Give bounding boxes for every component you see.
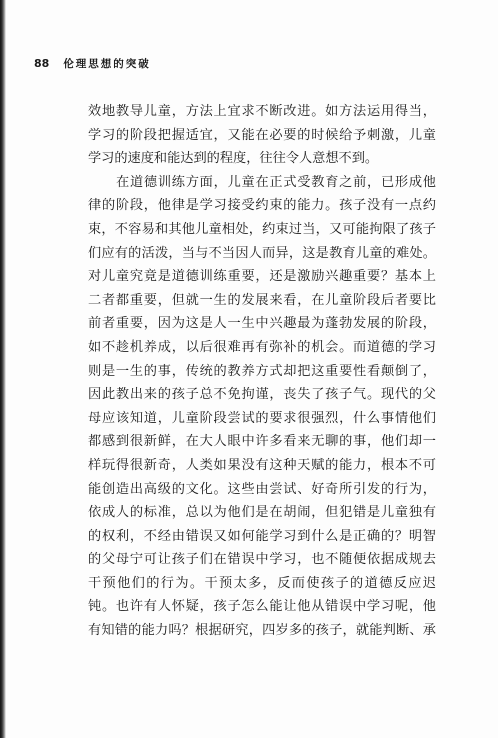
text-line: 则是一生的事，传统的教养方式却把这重要性看颠倒了， [88,363,436,379]
text-line: 前者重要，因为这是人一生中兴趣最为蓬勃发展的阶段， [88,316,436,332]
text-line: 母应该知道，儿童阶段尝试的要求很强烈，什么事情他们 [88,410,436,426]
text-line: 学习的速度和能达到的程度，往往令人意想不到。 [88,151,379,167]
text-line: 都感到很新鲜，在大人眼中许多看来无聊的事，他们却一 [88,434,436,450]
text-line: 们应有的活泼，当与不当因人而异，这是教育儿童的难处。 [88,245,436,261]
text-line: 学习的阶段把握适宜，又能在必要的时候给予刺激，儿童 [88,127,436,143]
paragraph-first-line: 在道德训练方面，儿童在正式受教育之前，已形成他 [116,174,436,190]
text-line: 束，不容易和其他儿童相处，约束过当，又可能拘限了孩子 [88,221,436,237]
text-line: 的权利，不经由错误又如何能学习到什么是正确的？明智 [88,528,436,544]
text-line: 有知错的能力吗？根据研究，四岁多的孩子，就能判断、承 [88,623,436,639]
text-line: 二者都重要，但就一生的发展来看，在儿童阶段后者要比 [88,292,436,308]
page-number: 88 [34,56,50,70]
body-text [88,100,436,643]
text-line: 干预他们的行为。干预太多，反而使孩子的道德反应迟 [88,575,436,591]
page-binding-edge [0,0,6,738]
running-title: 伦理思想的突破 [63,57,151,70]
text-line: 因此教出来的孩子总不免拘谨，丧失了孩子气。现代的父 [88,387,436,403]
text-line: 钝。也许有人怀疑，孩子怎么能让他从错误中学习呢，他 [88,599,436,615]
text-line: 的父母宁可让孩子们在错误中学习，也不随便依据成规去 [88,552,436,568]
text-line: 对儿童究竟是道德训练重要，还是激励兴趣重要？基本上 [88,269,436,285]
text-line: 如不趁机养成，以后很难再有弥补的机会。而道德的学习 [88,339,436,355]
text-line: 依成人的标准，总以为他们是在胡闹，但犯错是儿童独有 [88,505,436,521]
page-header [34,54,151,72]
text-line: 能创造出高级的文化。这些由尝试、好奇所引发的行为， [88,481,436,497]
text-line: 律的阶段，他律是学习接受约束的能力。孩子没有一点约 [88,198,436,214]
text-line: 样玩得很新奇，人类如果没有这种天赋的能力，根本不可 [88,457,436,473]
text-line: 效地教导儿童，方法上宜求不断改进。如方法运用得当， [88,104,436,119]
